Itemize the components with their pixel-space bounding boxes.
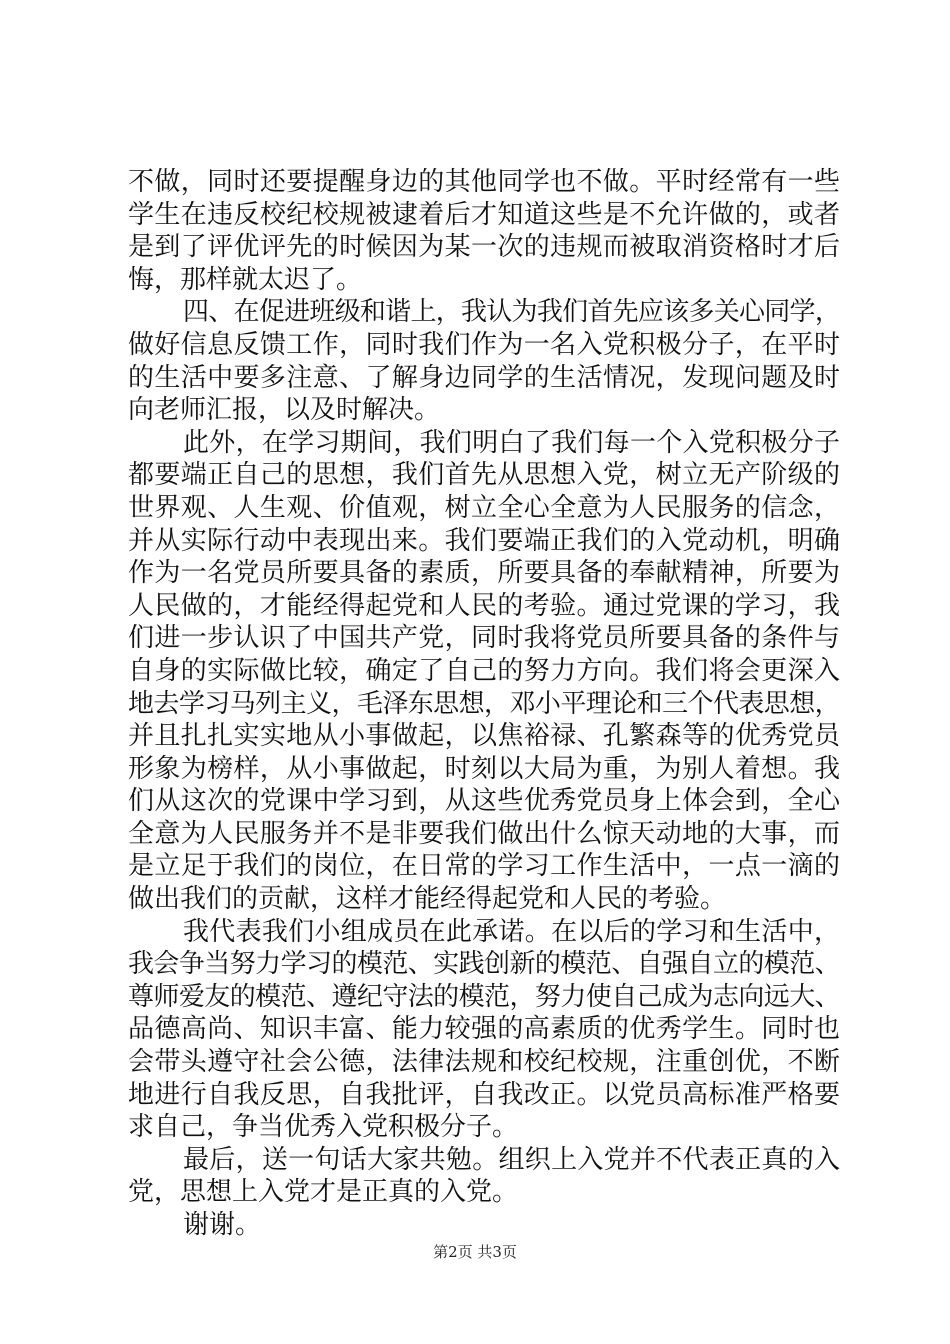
body-text-line: 都要端正自己的思想，我们首先从思想入党，树立无产阶级的 [128,460,840,491]
body-text-line: 谢谢。 [183,1210,262,1240]
body-text-line: 们进一步认识了中国共产党，同时我将党员所要具备的条件与 [128,623,840,654]
body-text-line: 地去学习马列主义，毛泽东思想，邓小平理论和三个代表思想， [128,688,840,719]
body-text-line: 求自己，争当优秀入党积极分子。 [128,1112,519,1143]
body-text-line: 并从实际行动中表现出来。我们要端正我们的入党动机，明确 [128,525,840,556]
body-text-line: 我代表我们小组成员在此承诺。在以后的学习和生活中， [183,916,840,947]
body-text-line: 四、在促进班级和谐上，我认为我们首先应该多关心同学， [183,297,840,328]
page-footer: 第2页 共3页 [433,1243,517,1261]
body-text-line: 并且扎扎实实地从小事做起，以焦裕禄、孔繁森等的优秀党员 [128,721,840,752]
body-text-line: 全意为人民服务并不是非要我们做出什么惊天动地的大事，而 [128,818,840,849]
body-text-line: 做出我们的贡献，这样才能经得起党和人民的考验。 [128,884,727,915]
body-text-line: 党，思想上入党才是正真的入党。 [128,1177,519,1208]
body-text-line: 向老师汇报，以及时解决。 [128,395,441,426]
body-text-line: 是立足于我们的岗位，在日常的学习工作生活中，一点一滴的 [128,851,840,882]
body-text-line: 此外，在学习期间，我们明白了我们每一个入党积极分子 [183,427,840,458]
body-text-line: 们从这次的党课中学习到，从这些优秀党员身上体会到，全心 [128,786,840,817]
document-body [128,166,840,1242]
body-text-line: 的生活中要多注意、了解身边同学的生活情况，发现问题及时 [128,362,840,393]
body-text-line: 悔，那样就太迟了。 [128,264,363,295]
body-text-line: 学生在违反校纪校规被逮着后才知道这些是不允许做的，或者 [128,199,840,230]
body-text-line: 做好信息反馈工作，同时我们作为一名入党积极分子，在平时 [128,329,840,360]
body-text-line: 尊师爱友的模范、遵纪守法的模范，努力使自己成为志向远大、 [128,981,840,1012]
body-text-line: 地进行自我反思，自我批评，自我改正。以党员高标准严格要 [128,1079,840,1110]
body-text-line: 不做，同时还要提醒身边的其他同学也不做。平时经常有一些 [128,167,840,197]
body-text-line: 品德高尚、知识丰富、能力较强的高素质的优秀学生。同时也 [128,1014,840,1045]
body-text-line: 世界观、人生观、价值观，树立全心全意为人民服务的信念， [128,492,840,523]
body-text-line: 作为一名党员所要具备的素质，所要具备的奉献精神，所要为 [128,558,840,589]
body-text-line: 最后，送一句话大家共勉。组织上入党并不代表正真的入 [183,1144,840,1175]
body-text-line: 我会争当努力学习的模范、实践创新的模范、自强自立的模范、 [128,949,840,980]
body-text-line: 自身的实际做比较，确定了自己的努力方向。我们将会更深入 [128,655,840,686]
body-text-line: 会带头遵守社会公德，法律法规和校纪校规，注重创优，不断 [128,1047,840,1078]
body-text-line: 是到了评优评先的时候因为某一次的违规而被取消资格时才后 [128,232,840,263]
body-text-line: 人民做的，才能经得起党和人民的考验。通过党课的学习，我 [128,590,840,621]
body-text-line: 形象为榜样，从小事做起，时刻以大局为重，为别人着想。我 [128,753,840,784]
